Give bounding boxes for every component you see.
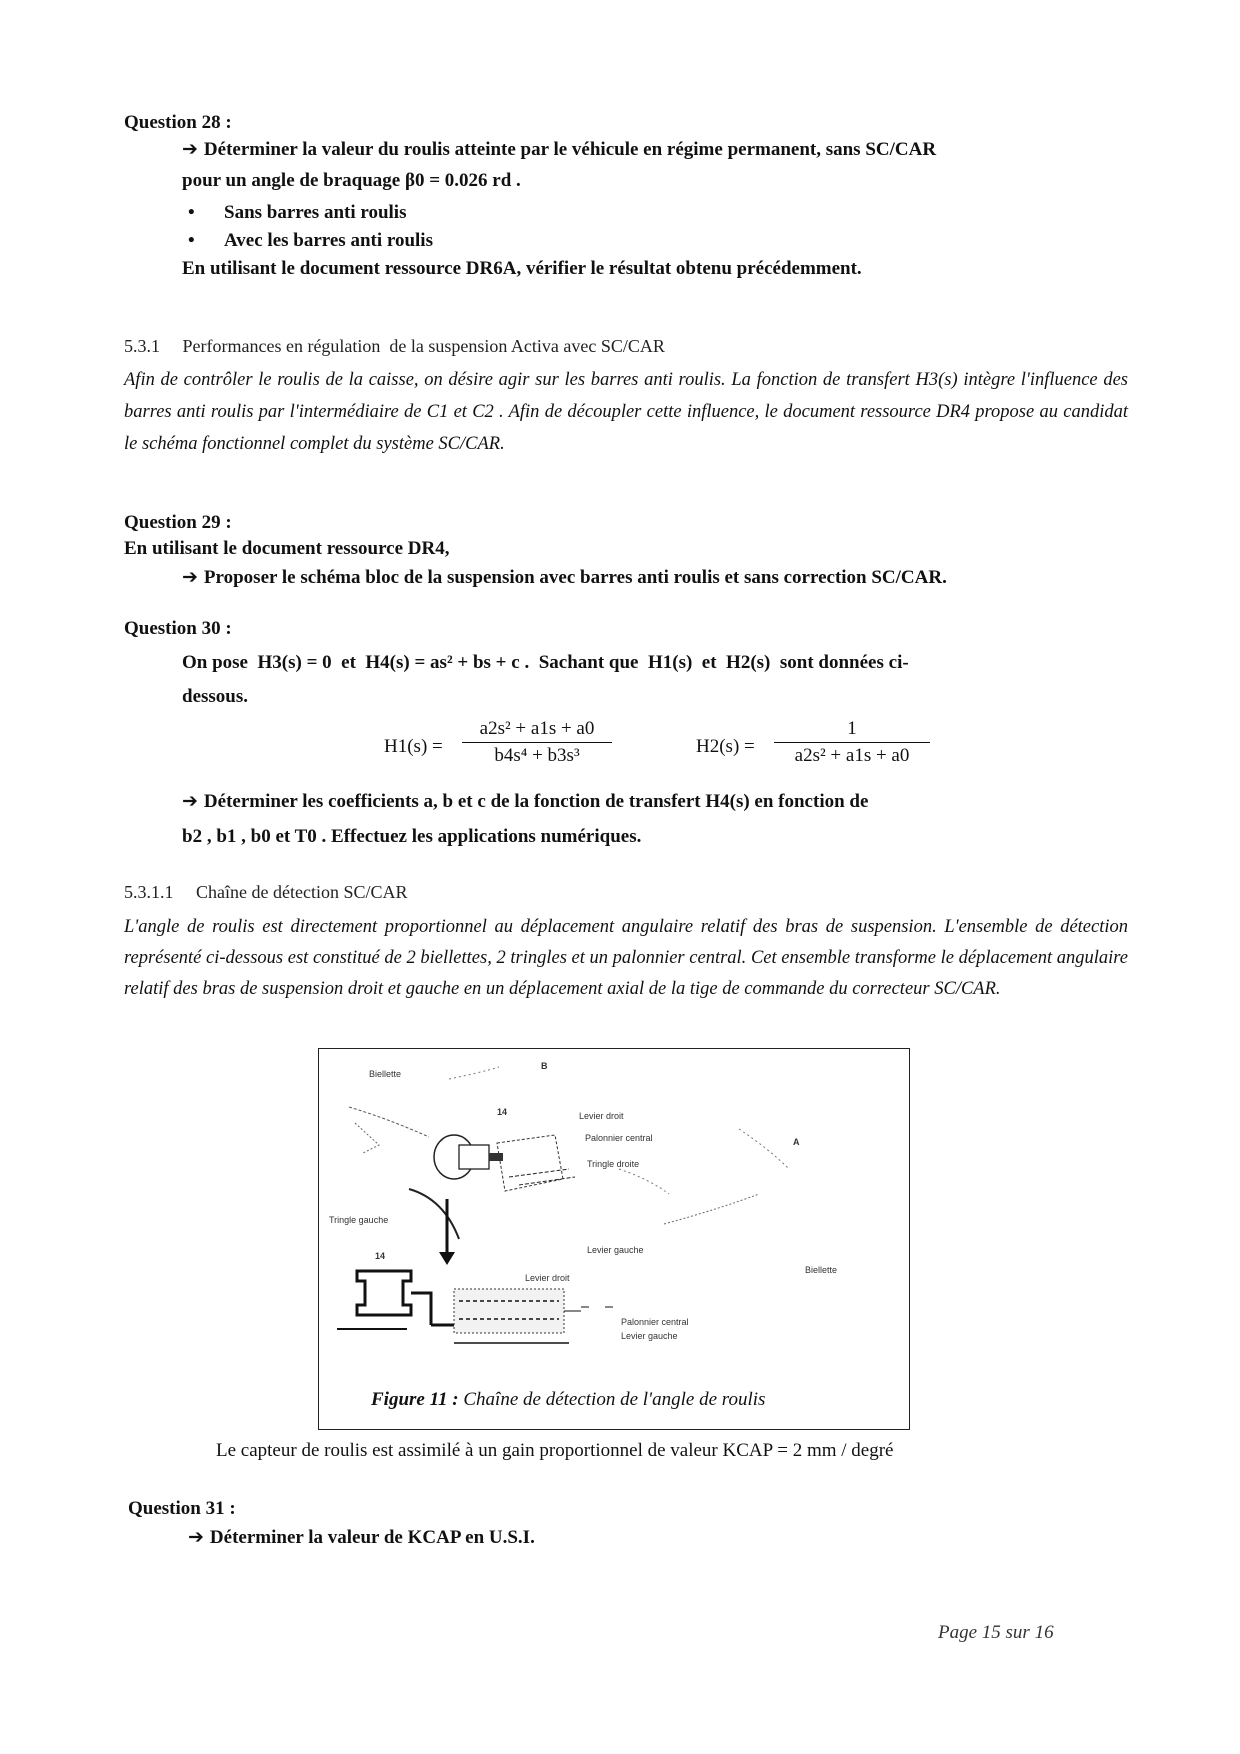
- fig-label-biellette: Biellette: [805, 1265, 838, 1275]
- arrow-right-icon: ➔: [182, 566, 198, 588]
- fig-label-a: A: [793, 1137, 800, 1147]
- fig-label-b: B: [541, 1061, 548, 1071]
- q30-line2: dessous.: [182, 686, 248, 707]
- corrector-schematic: [357, 1271, 411, 1315]
- h1-denominator: b4s⁴ + b3s³: [494, 745, 580, 766]
- corrector-housing: [459, 1145, 489, 1169]
- h2-lhs: H2(s) =: [696, 736, 755, 757]
- q28-verify: En utilisant le document ressource DR6A, vérifier le résultat obtenu précédemment.: [182, 258, 862, 279]
- bielette-sketch: [449, 1067, 499, 1079]
- bullet-icon: •: [188, 230, 195, 251]
- down-arrow-icon: [439, 1252, 455, 1265]
- fig-label-tringle-gauche: Tringle gauche: [329, 1215, 389, 1225]
- fig-label-14: 14: [497, 1107, 508, 1117]
- h1-lhs: H1(s) =: [384, 736, 443, 757]
- tringle-droite-sketch: [619, 1169, 669, 1194]
- arrow-right-icon: ➔: [182, 138, 198, 160]
- fig-label-levier-droit: Levier droit: [579, 1111, 624, 1121]
- tringle-gauche-curve: [409, 1189, 459, 1239]
- fig-label-14-lower: 14: [375, 1251, 386, 1261]
- section-heading-5-3-1-1: 5.3.1.1 Chaîne de détection SC/CAR: [124, 882, 408, 902]
- arm-a-sketch: [739, 1129, 789, 1169]
- capteur-sentence: Le capteur de roulis est assimilé à un gain proportionnel de valeur KCAP = 2 mm / degré: [216, 1440, 894, 1461]
- h2-denominator: a2s² + a1s + a0: [794, 745, 910, 766]
- question-30-title: Question 30 :: [124, 618, 232, 639]
- control-rod: [489, 1153, 503, 1161]
- tringle-sketch: [509, 1169, 575, 1185]
- q29-line2: Proposer le schéma bloc de la suspension avec barres anti roulis et sans correction SC/CAR.: [203, 567, 947, 588]
- section-5-3-1-paragraph: Afin de contrôler le roulis de la caisse, on désire agir sur les barres anti roulis. La fonction de transfert H3(s) intègre l'influence des barres anti roulis par l'intermédiaire de C1 et C2 . Afin de découpler cette influence, le document ressource DR4 propose au candidat le schéma fonctionnel complet du système SC/CAR.: [124, 370, 1128, 454]
- biellette-sketch: [664, 1194, 759, 1224]
- caption-label: Figure 11 :: [371, 1389, 459, 1410]
- arrow-right-icon: ➔: [188, 1526, 204, 1548]
- list-item: [188, 202, 406, 224]
- q30-line1: On pose H3(s) = 0 et H4(s) = as² + bs + c . Sachant que H1(s) et H2(s) sont données ci-: [182, 652, 909, 673]
- q28-line1: Déterminer la valeur du roulis atteinte par le véhicule en régime permanent, sans SC/CAR: [203, 139, 937, 160]
- q30-task1: Déterminer les coefficients a, b et c de la fonction de transfert H4(s) en fonction de: [203, 791, 869, 812]
- question-28-task: [182, 138, 936, 161]
- question-31-task: [188, 1526, 535, 1549]
- bullet-icon: •: [188, 202, 195, 223]
- section-heading-5-3-1: 5.3.1 Performances en régulation de la suspension Activa avec SC/CAR: [124, 336, 665, 356]
- h1-numerator: a2s² + a1s + a0: [462, 718, 612, 743]
- suspension-arm-sketch: [349, 1107, 429, 1137]
- suspension-arm-sketch: [355, 1123, 379, 1153]
- schematic-link: [411, 1293, 431, 1325]
- h2-numerator: 1: [774, 718, 930, 743]
- fig-label-levier-gauche-lower: Levier gauche: [621, 1331, 678, 1341]
- section-5-3-1-1-paragraph: L'angle de roulis est directement proportionnel au déplacement angulaire relatif des bras de suspension. L'ensemble de détection représenté ci-dessous est constitué de 2 biellettes, 2 tringles et un palonnier central. Cet ensemble transforme le déplacement angulaire relatif des bras de suspension droit et gauche en un déplacement axial de la tige de commande du correcteur SC/CAR.: [124, 917, 1128, 999]
- fig-label-biellette-top: Biellette: [369, 1069, 402, 1079]
- question-28-title: Question 28 :: [124, 112, 232, 133]
- fig-label-palonnier-central: Palonnier central: [585, 1133, 653, 1143]
- fig-label-palonnier-lower: Palonnier central: [621, 1317, 689, 1327]
- caption-text: Chaîne de détection de l'angle de roulis: [463, 1389, 766, 1410]
- page-number: Page 15 sur 16: [938, 1622, 1054, 1643]
- palonnier-schematic: [454, 1289, 564, 1333]
- question-31-title: Question 31 :: [128, 1498, 236, 1519]
- figure-11: [318, 1048, 910, 1430]
- figure-caption: [371, 1389, 765, 1411]
- q29-line1: En utilisant le document ressource DR4,: [124, 538, 450, 559]
- h2-fraction: [774, 718, 930, 767]
- detection-chain-diagram: [319, 1049, 909, 1429]
- question-30-task: [182, 790, 868, 813]
- bullet-text: Sans barres anti roulis: [224, 202, 407, 223]
- q30-task2: b2 , b1 , b0 et T0 . Effectuez les applications numériques.: [182, 826, 642, 847]
- h1-fraction: [462, 718, 612, 767]
- arrow-right-icon: ➔: [182, 790, 198, 812]
- list-item: [188, 230, 433, 252]
- question-29-task: [182, 566, 947, 589]
- fig-label-levier-gauche: Levier gauche: [587, 1245, 644, 1255]
- q31-line1: Déterminer la valeur de KCAP en U.S.I.: [209, 1527, 535, 1548]
- palonnier-sketch: [497, 1135, 563, 1191]
- bullet-text: Avec les barres anti roulis: [224, 230, 433, 251]
- fig-label-tringle-droite: Tringle droite: [587, 1159, 640, 1169]
- question-29-title: Question 29 :: [124, 512, 232, 533]
- q28-line2: pour un angle de braquage β0 = 0.026 rd .: [182, 170, 521, 191]
- fig-label-levier-droit-lower: Levier droit: [525, 1273, 570, 1283]
